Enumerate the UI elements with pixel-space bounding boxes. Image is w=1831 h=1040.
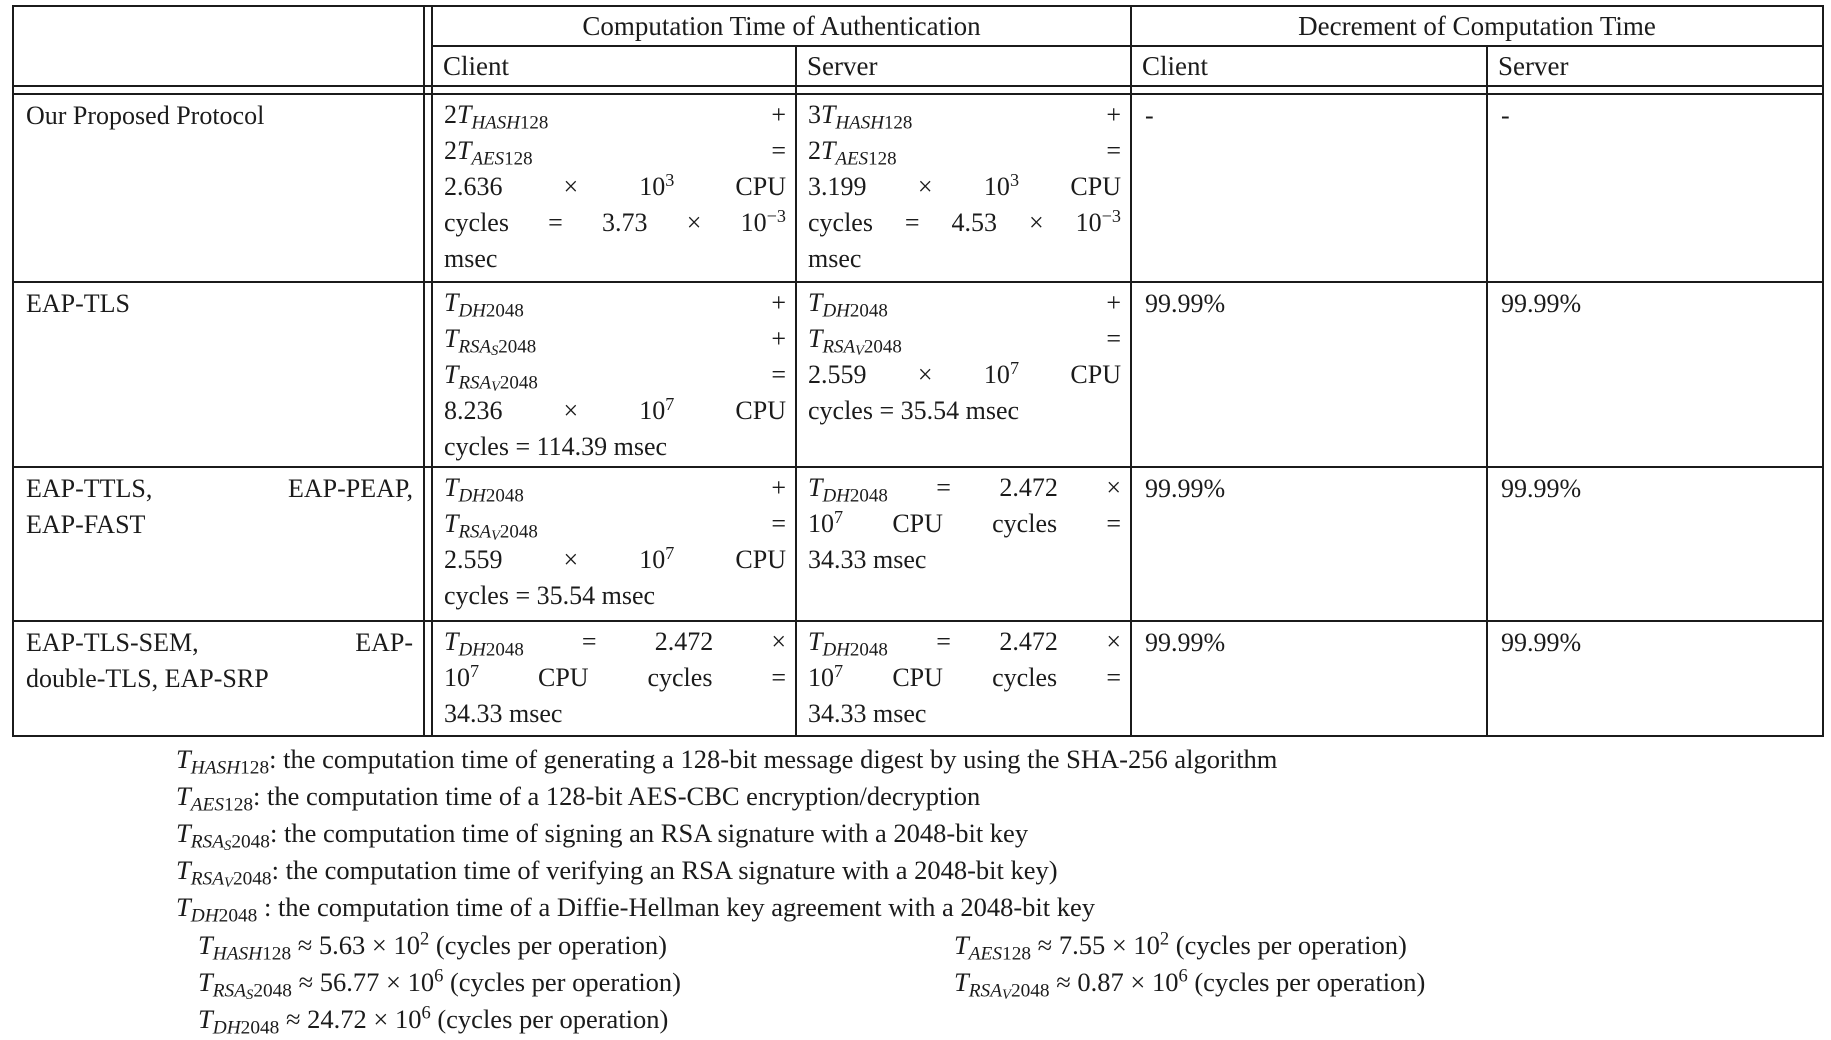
approximation-value: $T_{RSAV2048} \approx 0.87 \times 10^6$ (cycles per operation)	[954, 965, 1426, 1004]
footnote-line: $T_{AES128}$: the computation time of a 128-bit AES-CBC encryption/decryption	[176, 781, 981, 816]
double-rule-gap-row	[433, 87, 797, 95]
cell-line: 99.99%	[1145, 289, 1226, 318]
footnote-line: $T_{DH2048}$ : the computation time of a Diffie-Hellman key agreement with a 2048-bit key	[176, 892, 1096, 927]
decrement-server-cell	[1488, 622, 1822, 735]
cell-line: $T_{RSAS2048}$ +	[444, 324, 786, 359]
cell-line: $T_{DH2048}$ +	[444, 288, 786, 322]
cell-line: $10^7$ CPU cycles =	[808, 660, 1121, 692]
cell-line: $3.199 \times 10^3$ CPU	[808, 169, 1121, 201]
column-header-dec-client: Client	[1132, 47, 1488, 87]
approximation-row	[198, 964, 1426, 1004]
cell-line: cycles = $4.53 \times 10^{-3}$	[808, 205, 1121, 237]
cell-line: $2.636 \times 10^3$ CPU	[444, 169, 787, 201]
cell-line: $10^7$ CPU cycles =	[808, 506, 1121, 538]
cell-line: $3T_{HASH128}$ +	[808, 100, 1121, 134]
double-rule-gap-column	[425, 622, 433, 735]
protocol-name-cell	[14, 622, 425, 735]
corner-empty-cell	[14, 7, 425, 87]
decrement-client-cell	[1132, 95, 1488, 283]
cell-line: double-TLS, EAP-SRP	[26, 664, 269, 693]
auth-time-server-cell	[797, 622, 1132, 735]
approximation-value: $T_{HASH128} \approx 5.63 \times 10^2$ (cycles per operation)	[198, 928, 667, 965]
cell-line: $10^7$ CPU cycles =	[444, 660, 786, 692]
decrement-server-cell	[1488, 95, 1822, 283]
header-group-decrement: Decrement of Computation Time	[1132, 7, 1822, 47]
cell-line: EAP-TTLS, EAP-PEAP,	[26, 474, 413, 503]
cell-line: msec	[808, 244, 862, 273]
footnote-line: $T_{RSAV2048}$: the computation time of verifying an RSA signature with a 2048-bit key)	[176, 855, 1058, 892]
cell-line: $T_{DH2048} = 2.472$ ×	[808, 473, 1121, 507]
cell-line: $2T_{HASH128}$ +	[444, 100, 786, 134]
cell-line: EAP-FAST	[26, 510, 146, 539]
protocol-name-cell	[14, 95, 425, 283]
column-header-auth-client: Client	[433, 47, 797, 87]
double-rule-gap-row	[14, 87, 425, 95]
cell-line: cycles = 35.54 msec	[808, 396, 1020, 425]
cell-line: $T_{DH2048} = 2.472$ ×	[808, 627, 1121, 661]
footnote-definitions	[176, 741, 1277, 926]
auth-time-server-cell	[797, 283, 1132, 468]
footnote-approximations	[198, 927, 1425, 1038]
column-header-auth-server: Server	[797, 47, 1132, 87]
cell-line: 99.99%	[1145, 628, 1226, 657]
decrement-client-cell	[1132, 468, 1488, 622]
cell-line: cycles = 35.54 msec	[444, 581, 656, 610]
cell-line: $T_{RSAV2048}$ =	[444, 360, 786, 395]
cell-line: $T_{DH2048} = 2.472$ ×	[444, 627, 786, 661]
double-rule-gap-row	[1488, 87, 1822, 95]
cell-line: $2T_{AES128}$ =	[444, 136, 786, 170]
protocol-name-cell	[14, 283, 425, 468]
double-rule-gap-row	[797, 87, 1132, 95]
cell-line: msec	[444, 244, 498, 273]
cell-line: 99.99%	[1501, 289, 1582, 318]
footnote-line: $T_{RSAS2048}$: the computation time of signing an RSA signature with a 2048-bit key	[176, 818, 1029, 855]
double-rule-gap-column	[425, 7, 433, 87]
approximation-row	[198, 927, 1425, 964]
cell-line: 99.99%	[1501, 474, 1582, 503]
cell-line: 34.33 msec	[808, 545, 927, 574]
approximation-value: $T_{RSAS2048} \approx 56.77 \times 10^6$ (cycles per operation)	[198, 965, 682, 1004]
cell-line: 34.33 msec	[808, 699, 927, 728]
auth-time-client-cell	[433, 622, 797, 735]
decrement-server-cell	[1488, 468, 1822, 622]
column-header-dec-server: Server	[1488, 47, 1822, 87]
protocol-comparison-table	[12, 5, 1824, 737]
cell-line: 99.99%	[1145, 474, 1226, 503]
header-group-computation-time: Computation Time of Authentication	[433, 7, 1132, 47]
auth-time-server-cell	[797, 468, 1132, 622]
cell-line: $2T_{AES128}$ =	[808, 136, 1121, 170]
auth-time-client-cell	[433, 95, 797, 283]
footnote-line: $T_{HASH128}$: the computation time of generating a 128-bit message digest by using the SHA-256 algorithm	[176, 744, 1278, 779]
cell-line: $T_{RSAV2048}$ =	[808, 324, 1121, 359]
double-rule-gap-row	[425, 87, 433, 95]
auth-time-client-cell	[433, 468, 797, 622]
approximation-row	[198, 1001, 1425, 1038]
cell-line: -	[1145, 101, 1154, 130]
cell-line: 34.33 msec	[444, 699, 563, 728]
double-rule-gap-column	[425, 468, 433, 622]
double-rule-gap-column	[425, 95, 433, 283]
approximation-value: $T_{AES128} \approx 7.55 \times 10^2$ (cycles per operation)	[954, 928, 1407, 965]
cell-line: $8.236 \times 10^7$ CPU	[444, 393, 787, 425]
decrement-client-cell	[1132, 622, 1488, 735]
cell-line: cycles = $3.73 \times 10^{-3}$	[444, 205, 786, 237]
auth-time-client-cell	[433, 283, 797, 468]
double-rule-gap-row	[1132, 87, 1488, 95]
decrement-client-cell	[1132, 283, 1488, 468]
cell-line: EAP-TLS	[26, 289, 130, 318]
cell-line: 99.99%	[1501, 628, 1582, 657]
decrement-server-cell	[1488, 283, 1822, 468]
approximation-value: $T_{DH2048} \approx 24.72 \times 10^6$ (cycles per operation)	[198, 1002, 669, 1039]
cell-line: -	[1501, 101, 1510, 130]
double-rule-gap-column	[425, 283, 433, 468]
cell-line: $T_{RSAV2048}$ =	[444, 509, 786, 544]
cell-line: cycles = 114.39 msec	[444, 432, 668, 461]
cell-line: $T_{DH2048}$ +	[808, 288, 1121, 322]
cell-line: $2.559 \times 10^7$ CPU	[808, 357, 1121, 389]
cell-line: $2.559 \times 10^7$ CPU	[444, 542, 787, 574]
cell-line: EAP-TLS-SEM, EAP-	[26, 628, 413, 657]
approximation-value	[954, 1001, 1425, 1038]
protocol-name-cell	[14, 468, 425, 622]
cell-line: Our Proposed Protocol	[26, 101, 265, 130]
auth-time-server-cell	[797, 95, 1132, 283]
cell-line: $T_{DH2048}$ +	[444, 473, 786, 507]
